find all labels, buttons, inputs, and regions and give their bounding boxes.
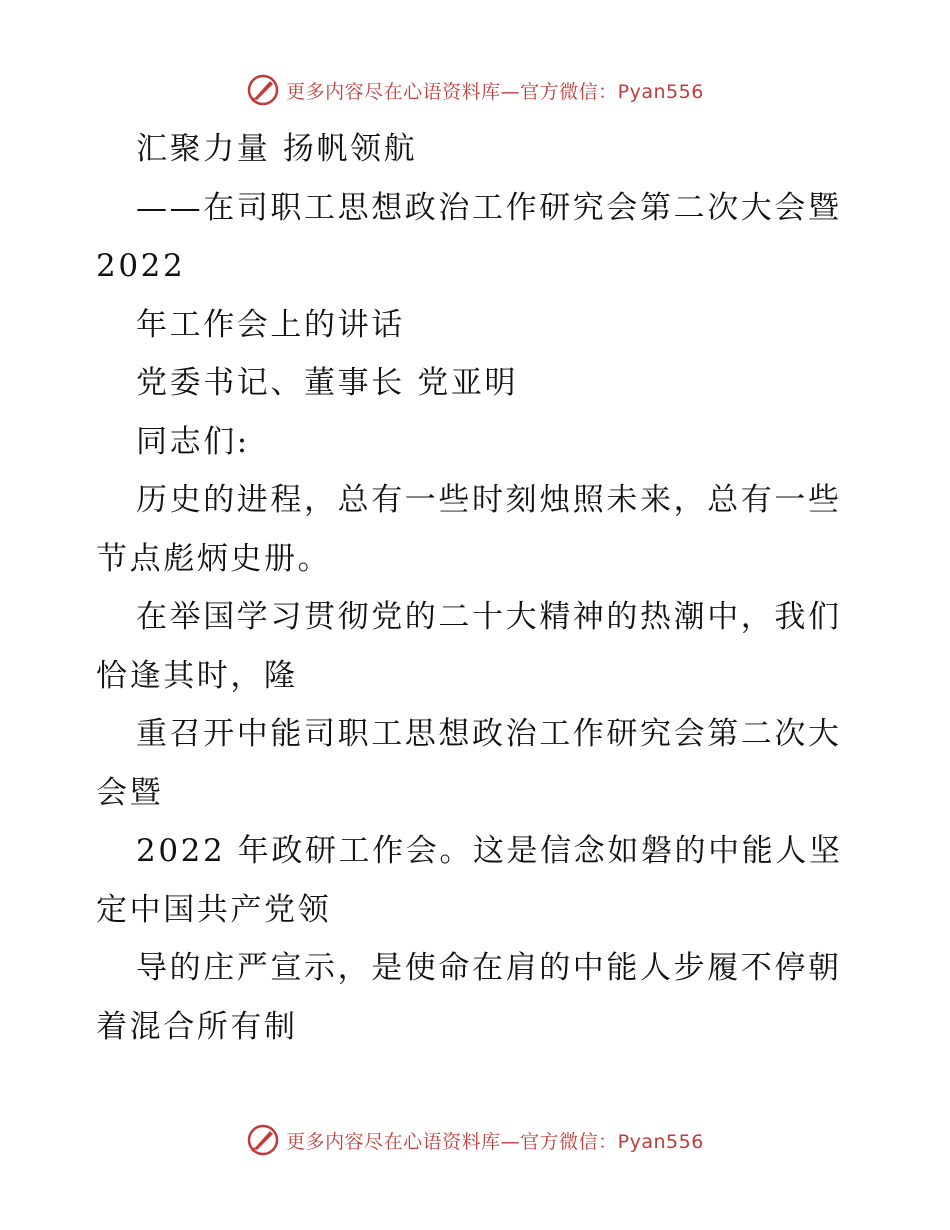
speech-subtitle-year: 2022 [96, 248, 186, 284]
footer-banner [0, 1120, 950, 1160]
paragraph-line: 重召开中能司职工思想政治工作研究会第二次大 [136, 716, 842, 752]
paragraph-line: 历史的进程，总有一些时刻烛照未来，总有一些 [136, 482, 842, 518]
header-banner [0, 70, 950, 110]
paragraph-line: 定中国共产党领 [96, 891, 332, 928]
speech-subtitle: ——在司职工思想政治工作研究会第二次大会暨 [136, 189, 842, 226]
paragraph-line: 着混合所有制 [96, 1008, 298, 1045]
salutation: 同志们: [136, 423, 250, 460]
paragraph-line: 导的庄严宣示，是使命在肩的中能人步履不停朝 [136, 950, 842, 986]
paragraph-line: 恰逢其时，隆 [96, 657, 298, 694]
paragraph-line: 会暨 [96, 774, 164, 811]
speaker-line: 党委书记、董事长 党亚明 [136, 365, 519, 401]
document-body [96, 120, 856, 1056]
quill-logo-icon [246, 1123, 280, 1157]
speech-title: 汇聚力量 扬帆领航 [136, 131, 418, 167]
quill-logo-icon [246, 73, 280, 107]
paragraph-line: 在举国学习贯彻党的二十大精神的热潮中，我们 [136, 599, 842, 635]
banner-text: 更多内容尽在心语资料库—官方微信：Pyan556 [286, 80, 704, 103]
paragraph-line: 节点彪炳史册。 [96, 540, 332, 577]
paragraph-line: 2022 年政研工作会。这是信念如磐的中能人坚 [136, 833, 843, 869]
speech-subtitle-end: 年工作会上的讲话 [136, 306, 405, 343]
banner-text: 更多内容尽在心语资料库—官方微信：Pyan556 [286, 1130, 704, 1153]
